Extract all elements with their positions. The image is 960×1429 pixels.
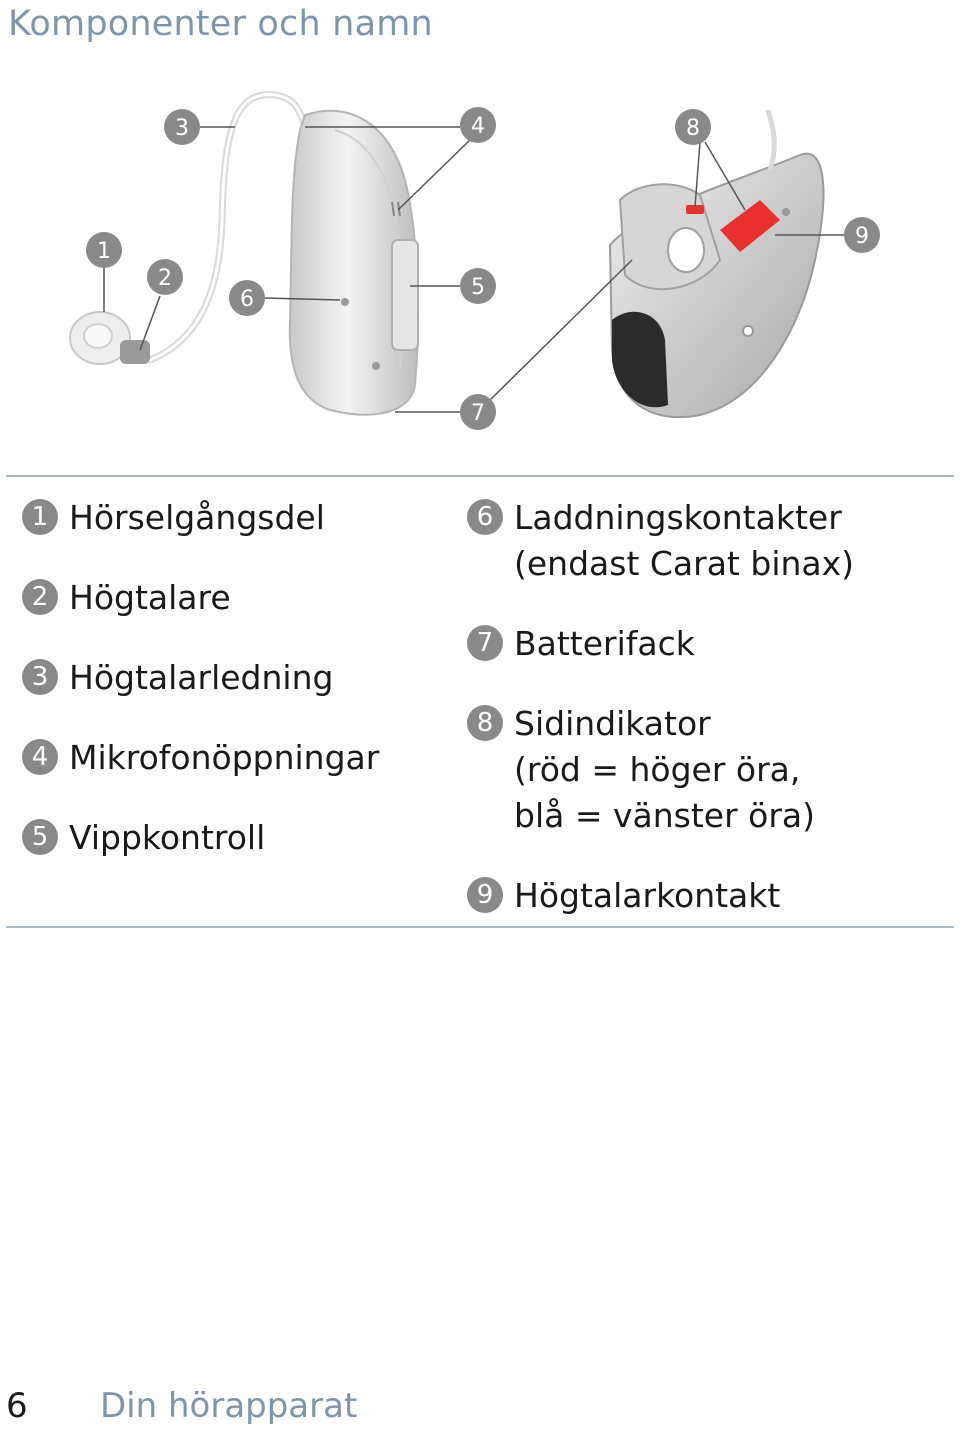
legend-number: 4 [22, 739, 58, 775]
callout-5 [460, 268, 496, 304]
legend-item [20, 655, 450, 701]
legend-number: 1 [22, 499, 58, 535]
legend-item [465, 495, 945, 587]
hearing-aid-illustration [0, 70, 960, 450]
legend-number: 8 [467, 705, 503, 741]
svg-text:7: 7 [471, 401, 485, 426]
legend-label: (endast Carat binax) [514, 544, 855, 583]
legend-item [465, 701, 945, 839]
callout-7 [460, 394, 496, 430]
speaker-unit [120, 340, 150, 364]
svg-text:2: 2 [158, 266, 172, 291]
legend-label: Högtalarledning [69, 658, 334, 697]
legend-label: Laddningskontakter [514, 498, 842, 537]
legend-left [20, 495, 450, 895]
legend-number: 6 [467, 499, 503, 535]
legend-item [465, 873, 945, 919]
legend-number: 3 [22, 659, 58, 695]
legend-number: 2 [22, 579, 58, 615]
battery-compartment [612, 312, 668, 407]
svg-text:6: 6 [240, 287, 254, 312]
divider-top [6, 475, 954, 477]
legend-number: 9 [467, 877, 503, 913]
legend-label: Mikrofonöppningar [69, 738, 380, 777]
callout-1 [86, 232, 122, 268]
divider-bottom [6, 926, 954, 928]
page-number: 6 [6, 1386, 28, 1426]
svg-text:5: 5 [471, 275, 485, 300]
legend-label: blå = vänster öra) [514, 796, 815, 835]
svg-text:8: 8 [686, 116, 700, 141]
legend-item [20, 735, 450, 781]
callout-2 [147, 259, 183, 295]
svg-text:9: 9 [855, 224, 869, 249]
legend-number: 7 [467, 625, 503, 661]
svg-text:4: 4 [471, 114, 485, 139]
callout-3 [164, 109, 200, 145]
callout-8 [675, 109, 711, 145]
legend-item [465, 621, 945, 667]
callout-4 [460, 107, 496, 143]
svg-text:1: 1 [97, 239, 111, 264]
legend-label: Högtalarkontakt [514, 876, 781, 915]
legend-item [20, 815, 450, 861]
legend-number: 5 [22, 819, 58, 855]
legend-label: Hörselgångsdel [69, 498, 325, 537]
page-title: Komponenter och namn [8, 4, 433, 44]
legend-label: Batterifack [514, 624, 695, 663]
legend-label: Vippkontroll [69, 818, 266, 857]
callout-6 [229, 280, 265, 316]
legend-label: Sidindikator [514, 704, 711, 743]
svg-text:3: 3 [175, 116, 189, 141]
legend-item [20, 495, 450, 541]
callout-9 [844, 217, 880, 253]
legend-label: (röd = höger öra, [514, 750, 801, 789]
legend-item [20, 575, 450, 621]
legend-label: Högtalare [69, 578, 231, 617]
rocker-switch [392, 240, 418, 350]
legend-right [465, 495, 945, 953]
hearing-aid-diagram [0, 70, 960, 450]
section-title: Din hörapparat [100, 1386, 358, 1426]
